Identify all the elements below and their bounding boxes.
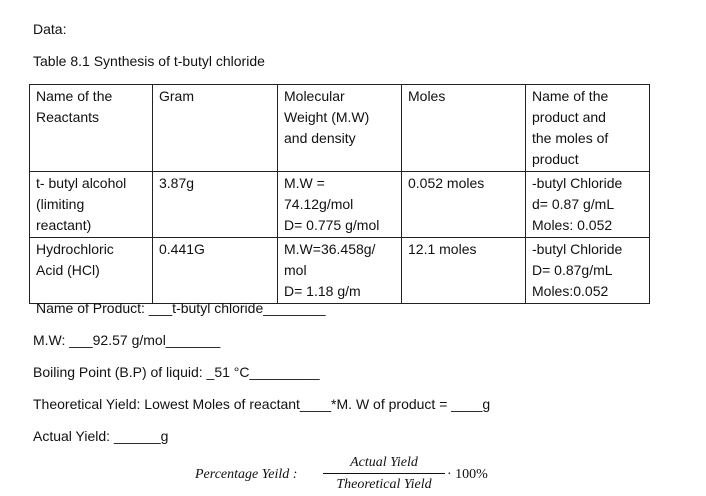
header-line: Name of the bbox=[532, 88, 609, 104]
header-line: product and bbox=[532, 109, 606, 125]
cell-line: mol bbox=[284, 262, 307, 278]
formula-label: Percentage Yeild : bbox=[195, 467, 298, 482]
cell-line: t- butyl alcohol bbox=[36, 175, 127, 191]
table-caption: Table 8.1 Synthesis of t-butyl chloride bbox=[33, 53, 265, 69]
header-cell bbox=[278, 85, 402, 172]
formula-fraction bbox=[323, 455, 445, 493]
theoretical-yield-field: Theoretical Yield: Lowest Moles of reactant____*M. W of product = ____g bbox=[33, 396, 491, 412]
cell-line: 0.052 moles bbox=[408, 175, 485, 191]
product-name-field: Name of Product: ___t-butyl chloride________ bbox=[36, 300, 326, 316]
header-line: the moles of bbox=[532, 130, 609, 146]
boiling-point-field: Boiling Point (B.P) of liquid: _51 °C_________ bbox=[33, 364, 320, 380]
header-line: product bbox=[532, 151, 579, 167]
formula-denominator: Theoretical Yield bbox=[336, 477, 432, 492]
cell-line: 74.12g/mol bbox=[284, 196, 354, 212]
table-cell bbox=[30, 172, 153, 238]
table-cell bbox=[402, 172, 526, 238]
table-cell bbox=[278, 238, 402, 304]
cell-line: (limiting bbox=[36, 196, 85, 212]
header-line: Reactants bbox=[36, 109, 100, 125]
cell-line: M.W = bbox=[284, 175, 325, 191]
data-heading: Data: bbox=[33, 21, 67, 37]
table-cell bbox=[153, 238, 278, 304]
header-cell bbox=[153, 85, 278, 172]
table-row bbox=[30, 172, 650, 238]
molecular-weight-field: M.W: ___92.57 g/mol_______ bbox=[33, 332, 221, 348]
cell-line: Hydrochloric bbox=[36, 241, 114, 257]
table-header-row bbox=[30, 85, 650, 172]
cell-line: Acid (HCl) bbox=[36, 262, 100, 278]
cell-line: Moles:0.052 bbox=[532, 283, 609, 299]
cell-line: reactant) bbox=[36, 217, 92, 233]
cell-line: 12.1 moles bbox=[408, 241, 477, 257]
cell-line: M.W=36.458g/ bbox=[284, 241, 376, 257]
table-cell bbox=[30, 238, 153, 304]
formula-multiplier: · 100% bbox=[447, 467, 488, 482]
formula-numerator: Actual Yield bbox=[323, 455, 445, 474]
table-row bbox=[30, 238, 650, 304]
cell-line: D= 0.87g/mL bbox=[532, 262, 613, 278]
table-cell bbox=[526, 238, 650, 304]
cell-line: Moles: 0.052 bbox=[532, 217, 613, 233]
cell-line: d= 0.87 g/mL bbox=[532, 196, 615, 212]
cell-line: 3.87g bbox=[159, 175, 195, 191]
header-cell bbox=[402, 85, 526, 172]
header-line: Weight (M.W) bbox=[284, 109, 370, 125]
header-line: Moles bbox=[408, 88, 446, 104]
table-cell bbox=[402, 238, 526, 304]
synthesis-table bbox=[29, 84, 650, 304]
header-line: Gram bbox=[159, 88, 194, 104]
table-cell bbox=[153, 172, 278, 238]
cell-line: -butyl Chloride bbox=[532, 175, 623, 191]
cell-line: 0.441G bbox=[159, 241, 205, 257]
header-cell bbox=[526, 85, 650, 172]
table-cell bbox=[278, 172, 402, 238]
cell-line: D= 0.775 g/mol bbox=[284, 217, 380, 233]
header-line: Molecular bbox=[284, 88, 345, 104]
cell-line: D= 1.18 g/m bbox=[284, 283, 361, 299]
cell-line: -butyl Chloride bbox=[532, 241, 623, 257]
header-line: Name of the bbox=[36, 88, 113, 104]
header-cell bbox=[30, 85, 153, 172]
actual-yield-field: Actual Yield: ______g bbox=[33, 428, 169, 444]
header-line: and density bbox=[284, 130, 356, 146]
table-cell bbox=[526, 172, 650, 238]
